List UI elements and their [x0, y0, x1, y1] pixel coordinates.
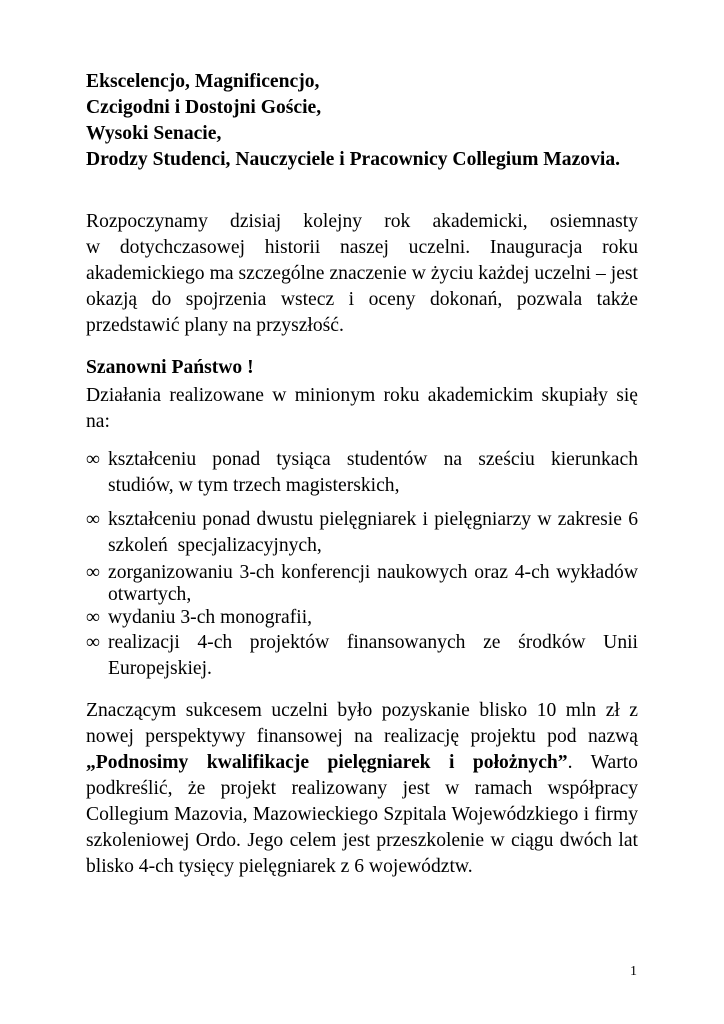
infinity-bullet-icon: ∞ — [86, 632, 100, 653]
greeting-line: Czcigodni i Dostojni Goście, — [86, 97, 322, 118]
project-name: „Podnosimy kwalifikacje pielęgniarek i położnych” — [86, 752, 568, 773]
success-line: blisko 4-ch tysięcy pielęgniarek z 6 województw. — [86, 856, 473, 877]
list-item-line: Europejskiej. — [108, 658, 212, 679]
list-item-line: studiów, w tym trzech magisterskich, — [108, 475, 400, 496]
intro-line: akademickiego ma szczególne znaczenie w życiu każdej uczelni – jest — [86, 263, 638, 284]
infinity-bullet-icon: ∞ — [86, 607, 100, 628]
list-item-line: realizacji 4-ch projektów finansowanych ze środków Unii — [108, 632, 638, 653]
success-line: Collegium Mazovia, Mazowieckiego Szpitala Wojewódzkiego i firmy — [86, 804, 638, 825]
list-item-line: kształceniu ponad dwustu pielęgniarek i pielęgniarzy w zakresie 6 — [108, 509, 638, 530]
success-line: podkreślić, że projekt realizowany jest w ramach współpracy — [86, 778, 638, 799]
success-line: nowej perspektywy finansowej na realizację projektu pod nazwą — [86, 726, 638, 747]
activities-intro-line: Działania realizowane w minionym roku akademickim skupiały się — [86, 385, 638, 406]
intro-line: w dotychczasowej historii naszej uczelni. Inauguracja roku — [86, 237, 638, 258]
success-line: szkoleniowej Ordo. Jego celem jest przeszkolenie w ciągu dwóch lat — [86, 830, 638, 851]
success-line: Znaczącym sukcesem uczelni było pozyskanie blisko 10 mln zł z — [86, 700, 638, 721]
list-item-line: kształceniu ponad tysiąca studentów na sześciu kierunkach — [108, 449, 638, 470]
success-line-with-project — [86, 751, 638, 775]
activities-intro-line: na: — [86, 411, 110, 432]
greeting-line: Drodzy Studenci, Nauczyciele i Pracownicy Collegium Mazovia. — [86, 149, 621, 170]
section-heading: Szanowni Państwo ! — [86, 357, 254, 378]
greeting-line: Wysoki Senacie, — [86, 123, 222, 144]
intro-line: okazją do spojrzenia wstecz i oceny dokonań, pozwala także — [86, 289, 638, 310]
infinity-bullet-icon: ∞ — [86, 509, 100, 530]
greeting-line: Ekscelencjo, Magnificencjo, — [86, 71, 320, 92]
list-item-line: wydaniu 3-ch monografii, — [108, 607, 313, 628]
list-item-line: otwartych, — [108, 584, 192, 605]
list-item-line: zorganizowaniu 3-ch konferencji naukowych oraz 4-ch wykładów — [108, 562, 638, 583]
list-item-line: szkoleń specjalizacyjnych, — [108, 535, 322, 556]
intro-line: Rozpoczynamy dzisiaj kolejny rok akademicki, osiemnasty — [86, 211, 638, 232]
success-line-tail: . Warto — [567, 752, 638, 773]
infinity-bullet-icon: ∞ — [86, 562, 100, 583]
intro-line: przedstawić plany na przyszłość. — [86, 315, 344, 336]
page-number: 1 — [630, 964, 637, 979]
infinity-bullet-icon: ∞ — [86, 449, 100, 470]
